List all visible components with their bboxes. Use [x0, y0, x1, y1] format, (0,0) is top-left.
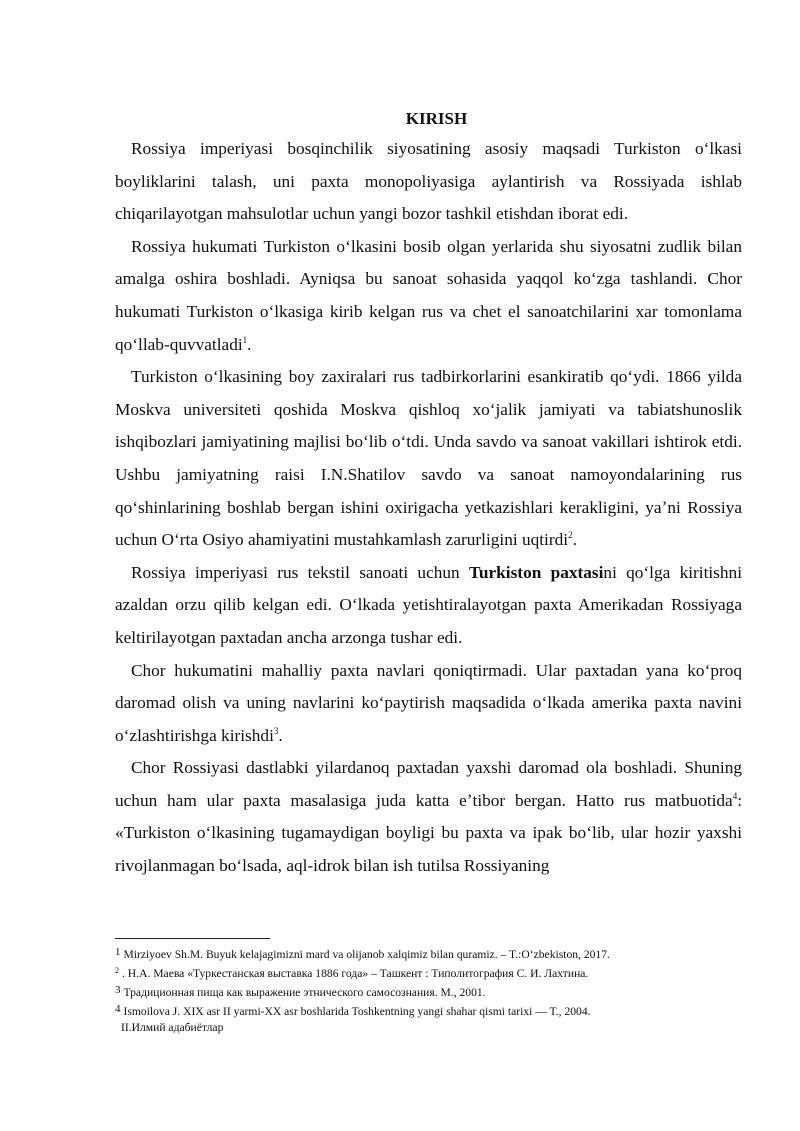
paragraph-2-end: .	[247, 334, 252, 354]
footnotes	[115, 944, 755, 1036]
paragraph-5	[115, 655, 742, 753]
paragraph-1-text: Rossiya imperiyasi bosqinchilik siyosatining asosiy maqsadi Turkiston oʻlkasi boyliklarini talash, uni paxta monopoliyasiga aylantirish va Rossiyada ishlab chiqarilayotgan mahsulotlar uchun yangi bozor tashkil etishdan iborat edi.	[115, 139, 742, 224]
paragraph-4	[115, 557, 742, 655]
footnote-text: Традиционная пища как выражение этнического самосознания. М., 2001.	[123, 986, 486, 999]
footnote-ref-2[interactable]: 2	[568, 530, 573, 541]
paragraph-5-text: Chor hukumatini mahalliy paxta navlari qoniqtirmadi. Ular paxtadan yana koʻproq daromad olish va uning navlarini koʻpaytirish maqsadida oʻlkada amerika paxta navini oʻzlashtirishga kirishdi	[115, 660, 742, 745]
footnote-separator	[115, 938, 270, 939]
paragraph-4-text-start: Rossiya imperiyasi rus tekstil sanoati uchun	[131, 562, 469, 582]
paragraph-4-bold-term: Turkiston paxtasi	[468, 562, 604, 582]
paragraph-1	[115, 133, 742, 231]
footnote-number: 1	[115, 946, 121, 958]
footnote-number: 3	[115, 984, 121, 996]
document-body	[115, 108, 742, 883]
footnote-1	[115, 944, 755, 963]
paragraph-4-text-end: ni qoʻlga kiritishni azaldan orzu qilib kelgan edi. Oʻlkada yetishtiralayotgan paxta Amerikadan Rossiyaga keltirilayotgan paxtadan ancha arzonga tushar edi.	[115, 562, 742, 647]
footnote-2	[115, 963, 755, 982]
footnote-ref-3[interactable]: 3	[273, 725, 279, 736]
paragraph-6-text-end: : «Turkiston oʻlkasining tugamaydigan boyligi bu paxta va ipak boʻlib, ular hozir yaxshi rivojlanmagan boʻlsada, aql-idrok bilan ish tutilsa Rossiyaning	[115, 790, 742, 876]
footnote-ref-1[interactable]: 1	[242, 334, 248, 345]
footnote-4	[115, 1001, 755, 1020]
footnote-3	[115, 982, 755, 1001]
footnote-text: Mirziyoev Sh.M. Buyuk kelajagimizni mard va olijanob xalqimiz bilan quramiz. – T.:Oʻzbekiston, 2017.	[123, 948, 610, 961]
footnote-text: . Н.А. Маева «Туркестанская выставка 1886 года» – Ташкент : Типолитография С. И. Лахтина.	[122, 967, 589, 980]
paragraph-2-text: Rossiya hukumati Turkiston oʻlkasini bosib olgan yerlarida shu siyosatni zudlik bilan amalga oshira boshladi. Ayniqsa bu sanoat sohasida yaqqol koʻzga tashlandi. Chor hukumati Turkiston oʻlkasiga kirib kelgan rus va chet el sanoatchilarini xar tomonlama qoʻllab-quvvatladi	[115, 236, 742, 354]
footnote-ref-4[interactable]: 4	[732, 791, 738, 802]
footnote-text: Ismoilova J. XIX asr II yarmi-XX asr boshlarida Toshkentning yangi shahar qismi tarixi — T., 2004.	[123, 1005, 591, 1018]
footnote-number: 2	[115, 966, 119, 975]
paragraph-2	[115, 231, 742, 361]
page-title: KIRISH	[405, 109, 468, 128]
paragraph-3-text: Turkiston oʻlkasining boy zaxiralari rus tadbirkorlarini esankiratib qoʻydi. 1866 yilda Moskva universiteti qoshida Moskva qishloq xoʻjalik jamiyati va tabiatshunoslik ishqibozlari jamiyatining majlisi boʻlib oʻtdi. Unda savdo va sanoat vakillari ishtirok etdi. Ushbu jamiyatning raisi I.N.Shatilov savdo va sanoat namoyondalarining rus qoʻshinlarining boshlab bergan ishini oxirigacha yetkazishlari kerakligini, yaʼni Rossiya uchun Oʻrta Osiyo ahamiyatini mustahkamlash zarurligini uqtirdi	[115, 367, 742, 550]
paragraph-3	[115, 361, 742, 557]
footnote-extra-line: II.Илмий адабиётлар	[121, 1021, 224, 1034]
paragraph-6-text-start: Chor Rossiyasi dastlabki yilardanoq paxtadan yaxshi daromad ola boshladi. Shuning uchun ham ular paxta masalasiga juda katta eʼtibor bergan. Hatto rus matbuotida	[115, 758, 742, 810]
paragraph-3-end: .	[572, 530, 577, 550]
paragraph-6	[115, 752, 742, 882]
paragraph-5-end: .	[278, 725, 283, 745]
footnote-number: 4	[115, 1003, 121, 1015]
